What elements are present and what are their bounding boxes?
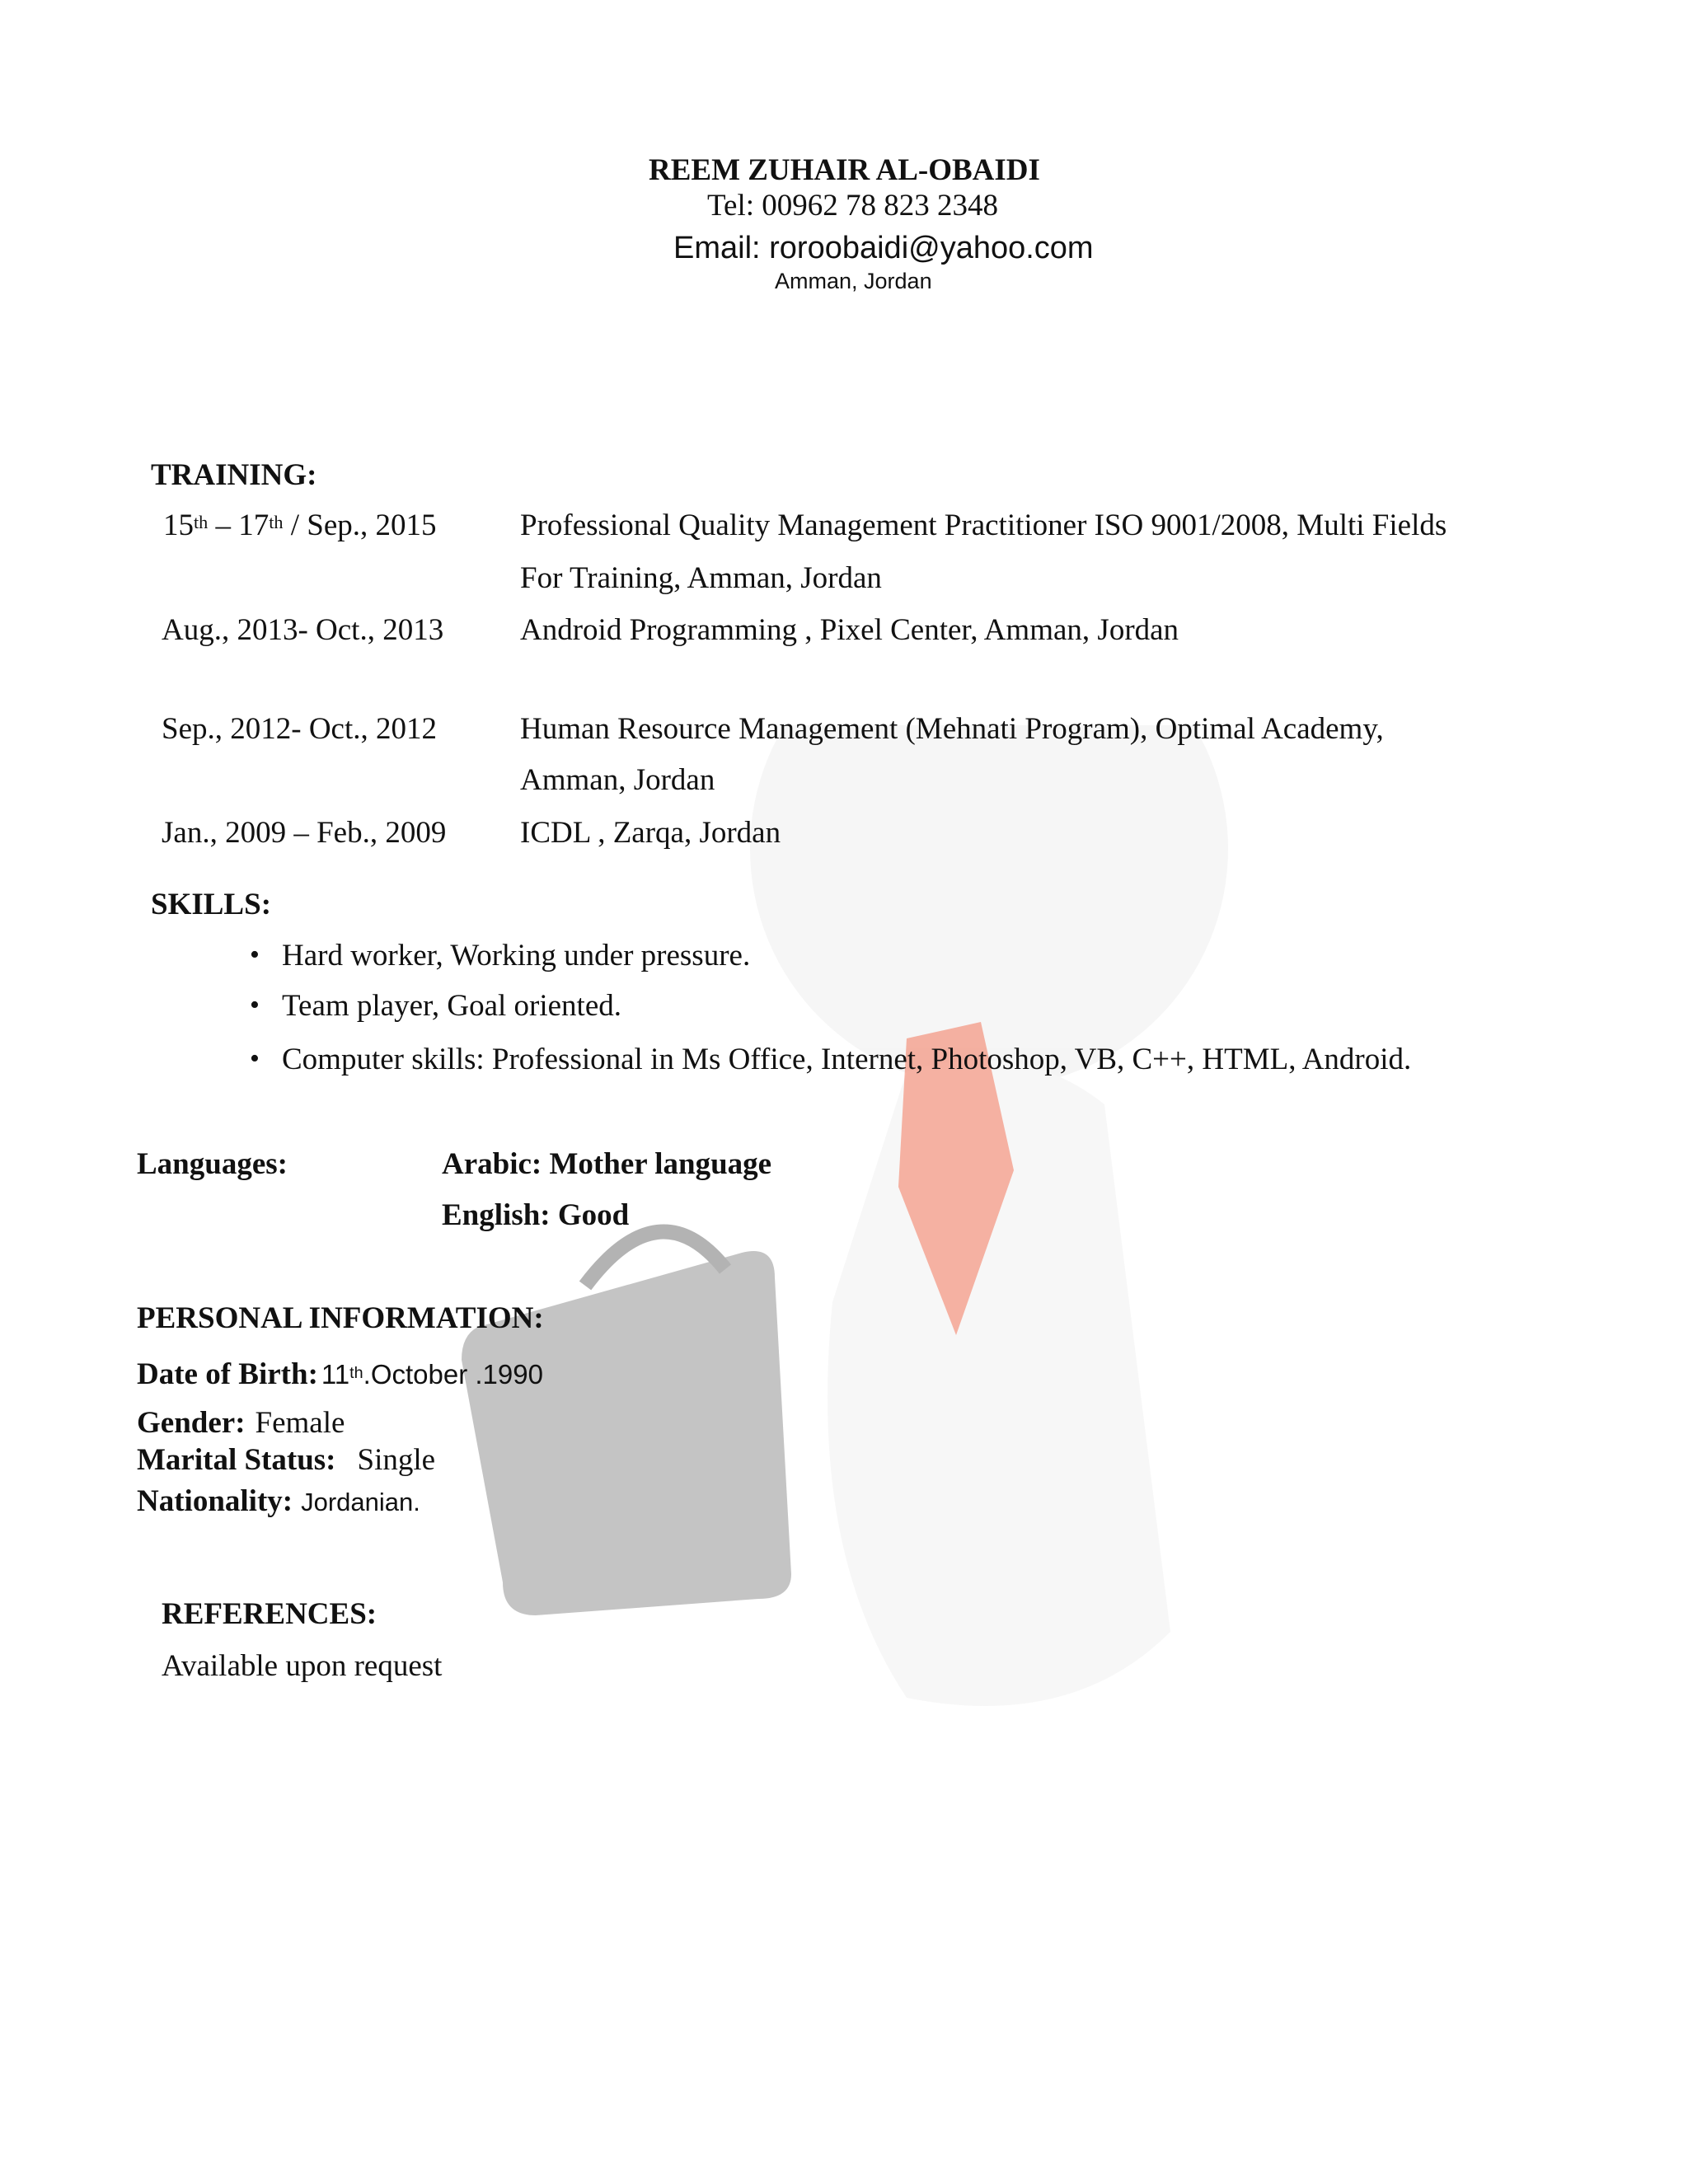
- personal-info-heading: PERSONAL INFORMATION:: [137, 1301, 544, 1335]
- skill-item: Computer skills: Professional in Ms Office, Internet, Photoshop, VB, C++, HTML, Android.: [282, 1043, 1412, 1076]
- language-item: Arabic: Mother language: [442, 1147, 772, 1181]
- phone-number: Tel: 00962 78 823 2348: [707, 189, 998, 223]
- training-date-1: 15th – 17th / Sep., 2015: [163, 509, 437, 542]
- dob-value: 11th.October .1990: [321, 1359, 543, 1390]
- training-desc-4: ICDL , Zarqa, Jordan: [520, 816, 781, 850]
- nationality-label: Nationality:: [137, 1484, 293, 1518]
- bullet-icon: •: [250, 990, 260, 1020]
- marital-status-row: [137, 1442, 435, 1478]
- gender-value: Female: [255, 1406, 345, 1440]
- training-desc-2: Android Programming , Pixel Center, Amman, Jordan: [520, 613, 1179, 647]
- gender-row: [137, 1405, 345, 1441]
- references-text: Available upon request: [162, 1649, 443, 1683]
- training-date-4: Jan., 2009 – Feb., 2009: [162, 816, 447, 850]
- training-desc-1: Professional Quality Management Practitioner ISO 9001/2008, Multi Fields: [520, 509, 1447, 542]
- references-heading: REFERENCES:: [162, 1597, 377, 1631]
- email-address: Email: roroobaidi@yahoo.com: [673, 231, 1094, 265]
- nationality-row: [137, 1483, 420, 1519]
- language-item: English: Good: [442, 1198, 630, 1232]
- businessman-illustration: [445, 725, 1385, 1797]
- skill-item: Team player, Goal oriented.: [282, 989, 622, 1023]
- location: Amman, Jordan: [775, 269, 932, 293]
- training-desc-3: Human Resource Management (Mehnati Program), Optimal Academy,: [520, 712, 1384, 746]
- skill-item: Hard worker, Working under pressure.: [282, 939, 751, 972]
- bullet-icon: •: [250, 1043, 260, 1074]
- bullet-icon: •: [250, 940, 260, 970]
- training-desc-1-cont: For Training, Amman, Jordan: [520, 561, 882, 595]
- training-heading: TRAINING:: [151, 458, 317, 492]
- languages-label: Languages:: [137, 1147, 288, 1181]
- candidate-name: REEM ZUHAIR AL-OBAIDI: [649, 153, 1040, 187]
- marital-status-value: Single: [357, 1443, 436, 1477]
- gender-label: Gender:: [137, 1406, 246, 1440]
- training-date-3: Sep., 2012- Oct., 2012: [162, 712, 437, 746]
- skills-heading: SKILLS:: [151, 888, 272, 921]
- nationality-value: Jordanian.: [301, 1488, 420, 1516]
- training-desc-3-cont: Amman, Jordan: [520, 763, 715, 797]
- dob-label: Date of Birth:: [137, 1357, 318, 1391]
- training-date-2: Aug., 2013- Oct., 2013: [162, 613, 444, 647]
- date-of-birth-row: [137, 1357, 543, 1392]
- marital-status-label: Marital Status:: [137, 1443, 336, 1477]
